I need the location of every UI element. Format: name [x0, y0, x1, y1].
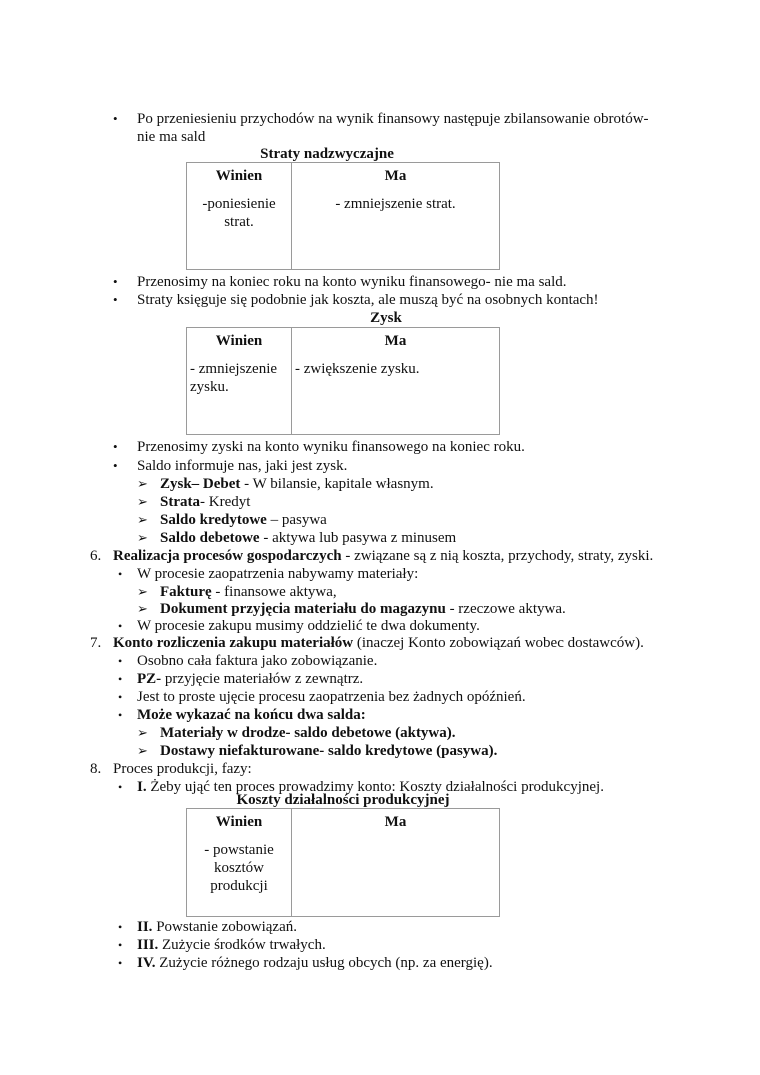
list-number: 8. [90, 761, 102, 777]
arrow-bullet-icon: ➢ [137, 476, 148, 491]
list-subitem: Dokument przyjęcia materiału do magazynu - rzeczowe aktywa. [160, 601, 566, 617]
arrow-bullet-icon: ➢ [137, 743, 148, 758]
arrow-bullet-icon: ➢ [137, 601, 148, 616]
credit-entry [295, 360, 496, 378]
list-item: Przenosimy na koniec roku na konto wyniku finansowego- nie ma sald. [137, 274, 567, 290]
list-item: II. Powstanie zobowiązań. [137, 919, 297, 935]
list-item: W procesie zaopatrzenia nabywamy materiały: [137, 566, 419, 582]
list-item: Osobno cała faktura jako zobowiązanie. [137, 653, 378, 669]
arrow-bullet-icon: ➢ [137, 494, 148, 509]
list-number: 6. [90, 548, 102, 564]
credit-header: Ma [384, 333, 407, 349]
t-account-koszty [186, 808, 500, 917]
list-subitem: Fakturę - finansowe aktywa, [160, 584, 337, 600]
list-item: W procesie zakupu musimy oddzielić te dwa dokumenty. [137, 618, 480, 634]
list-item: IV. Zużycie różnego rodzaju usług obcych (np. za energię). [137, 955, 493, 971]
bullet-icon: • [118, 619, 123, 633]
bullet-icon: • [118, 780, 123, 794]
debit-line: zysku. [190, 379, 229, 395]
bullet-icon: • [113, 274, 118, 289]
credit-column [292, 328, 499, 434]
debit-line: - zmniejszenie [190, 361, 278, 377]
bullet-icon: • [118, 938, 123, 952]
credit-entry [295, 195, 496, 213]
credit-header: Ma [384, 168, 407, 184]
debit-header: Winien [215, 333, 263, 349]
list-subitem: Saldo debetowe - aktywa lub pasywa z minusem [160, 530, 457, 546]
debit-entry [190, 841, 288, 895]
debit-line: -poniesienie [202, 196, 276, 212]
bullet-icon: • [118, 956, 123, 970]
debit-line: kosztów [214, 860, 264, 876]
bullet-icon: • [118, 690, 123, 704]
list-subitem: Zysk– Debet - W bilansie, kapitale własnym. [160, 476, 434, 492]
list-number: 7. [90, 635, 102, 651]
arrow-bullet-icon: ➢ [137, 530, 148, 545]
intro-text-line1: Po przeniesieniu przychodów na wynik finansowy następuje zbilansowanie obrotów- [137, 111, 649, 127]
t-account-straty [186, 162, 500, 270]
debit-line: strat. [224, 214, 254, 230]
debit-column [187, 163, 292, 269]
numbered-item-8: Proces produkcji, fazy: [113, 761, 252, 777]
numbered-item-7: Konto rozliczenia zakupu materiałów (inaczej Konto zobowiązań wobec dostawców). [113, 635, 644, 651]
credit-column [292, 809, 499, 916]
arrow-bullet-icon: ➢ [137, 725, 148, 740]
bullet-icon: • [113, 458, 118, 473]
bullet-icon: • [118, 654, 123, 668]
bullet-icon: • [118, 920, 123, 934]
numbered-item-6: Realizacja procesów gospodarczych - związane są z nią koszta, przychody, straty, zyski. [113, 548, 654, 564]
debit-line: - powstanie [204, 842, 274, 858]
list-item: Saldo informuje nas, jaki jest zysk. [137, 458, 348, 474]
bullet-icon: • [113, 111, 118, 126]
account-title-koszty: Koszty działalności produkcyjnej [236, 792, 450, 808]
list-subitem: Saldo kredytowe – pasywa [160, 512, 327, 528]
intro-text-line2: nie ma sald [137, 129, 206, 145]
list-item: III. Zużycie środków trwałych. [137, 937, 326, 953]
list-item: I. Żeby ująć ten proces prowadzimy konto: Koszty działalności produkcyjnej. [137, 779, 604, 795]
list-item: PZ- przyjęcie materiałów z zewnątrz. [137, 671, 364, 687]
arrow-bullet-icon: ➢ [137, 584, 148, 599]
debit-entry [190, 360, 288, 396]
list-item: Przenosimy zyski na konto wyniku finansowego na koniec roku. [137, 439, 525, 455]
debit-line: produkcji [210, 878, 268, 894]
debit-column [187, 328, 292, 434]
bullet-icon: • [118, 567, 123, 581]
t-account-zysk [186, 327, 500, 435]
debit-column [187, 809, 292, 916]
credit-column [292, 163, 499, 269]
list-item: Może wykazać na końcu dwa salda: [137, 707, 366, 723]
debit-header: Winien [215, 814, 263, 830]
account-title-zysk: Zysk [370, 310, 402, 326]
credit-header: Ma [384, 814, 407, 830]
arrow-bullet-icon: ➢ [137, 512, 148, 527]
list-subitem: Materiały w drodze- saldo debetowe (aktywa). [160, 725, 456, 741]
list-subitem: Dostawy niefakturowane- saldo kredytowe (pasywa). [160, 743, 498, 759]
credit-line: - zwiększenie zysku. [295, 361, 420, 377]
list-item: Jest to proste ujęcie procesu zaopatrzenia bez żadnych opóźnień. [137, 689, 526, 705]
bullet-icon: • [118, 708, 123, 722]
list-item: Straty księguje się podobnie jak koszta, ale muszą być na osobnych kontach! [137, 292, 599, 308]
credit-line: - zmniejszenie strat. [335, 196, 456, 212]
bullet-icon: • [113, 292, 118, 307]
bullet-icon: • [113, 439, 118, 454]
debit-header: Winien [215, 168, 263, 184]
debit-entry [190, 195, 288, 231]
bullet-icon: • [118, 672, 123, 686]
list-subitem: Strata- Kredyt [160, 494, 251, 510]
account-title-straty: Straty nadzwyczajne [260, 146, 394, 162]
